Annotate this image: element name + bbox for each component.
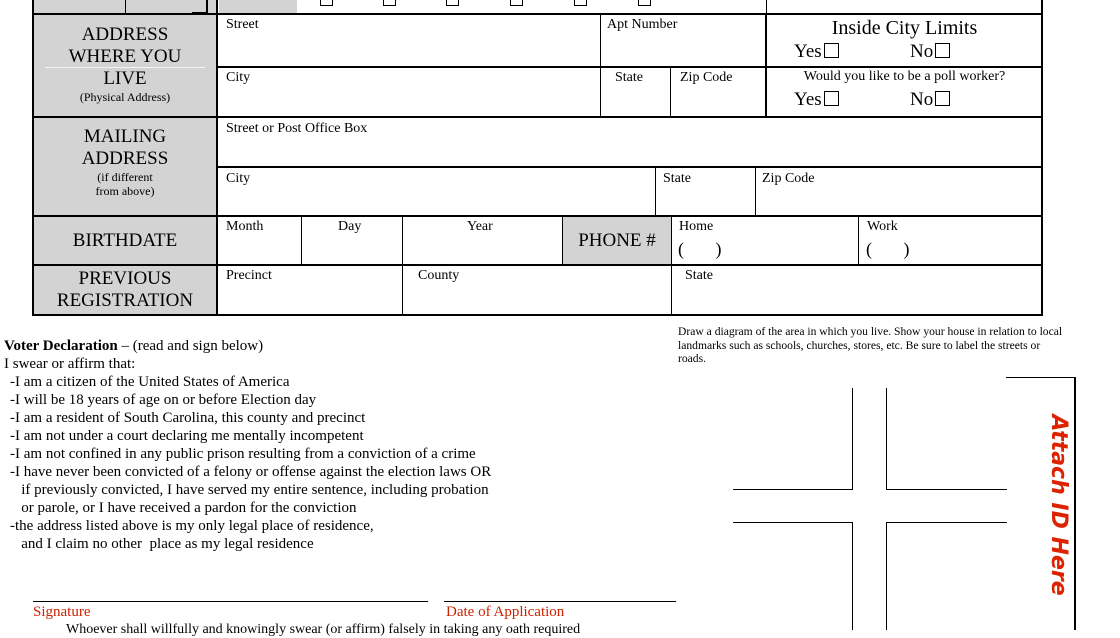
road-line (886, 522, 1007, 523)
grid-line-v (858, 216, 859, 264)
top-checkbox-4[interactable] (510, 0, 523, 6)
grid-line (217, 66, 1042, 68)
signature-label: Signature (33, 604, 91, 620)
declaration-line: -I am not under a court declaring me mentally incompetent (10, 428, 364, 444)
previous-label: PREVIOUS REGISTRATION (56, 268, 194, 311)
top-row-tick-icon (192, 0, 208, 14)
road-line (886, 522, 887, 630)
date-label: Date of Application (446, 604, 565, 620)
diagram-frame-top (1006, 377, 1075, 378)
mailing-state-field[interactable]: State (663, 171, 691, 186)
top-checkbox-1[interactable] (320, 0, 333, 6)
grid-line-v (402, 216, 403, 314)
grid-line-v (655, 167, 656, 215)
previous-state-field[interactable]: State (685, 268, 713, 283)
declaration-line: or parole, or I have received a pardon for the conviction (10, 500, 357, 516)
street-field[interactable]: Street (226, 17, 259, 32)
previous-precinct-field[interactable]: Precinct (226, 268, 272, 283)
declaration-line: -I will be 18 years of age on or before Election day (10, 392, 317, 408)
checkbox-icon[interactable] (824, 91, 839, 106)
checkbox-icon[interactable] (824, 43, 839, 58)
mailing-city-field[interactable]: City (226, 171, 251, 186)
top-checkbox-6[interactable] (638, 0, 651, 6)
declaration-line: and I claim no other place as my legal residence (10, 536, 314, 552)
state-field[interactable]: State (615, 70, 643, 85)
declaration-title: Voter Declaration – (read and sign below) (4, 338, 264, 354)
grid-line (33, 314, 1042, 316)
top-row-gray-cell-2 (219, 0, 297, 14)
top-row-right-divider (766, 0, 767, 14)
home-phone-label: Home (679, 219, 714, 234)
checkbox-icon[interactable] (935, 91, 950, 106)
home-phone-field[interactable]: ( ) (678, 239, 722, 259)
road-line (852, 522, 853, 630)
birth-year-field[interactable]: Year (467, 219, 493, 234)
city-field[interactable]: City (226, 70, 251, 85)
grid-border-right (1041, 0, 1043, 316)
zip-field[interactable]: Zip Code (680, 70, 733, 85)
mailing-label: MAILING ADDRESS (if different from above) (81, 126, 169, 198)
checkbox-icon[interactable] (935, 43, 950, 58)
road-line (886, 388, 887, 489)
attach-id-label: Attach ID Here (1046, 414, 1071, 596)
signature-line[interactable] (33, 601, 428, 602)
declaration-line: -the address listed above is my only legal place of residence, (10, 518, 374, 534)
grid-line-v (670, 67, 671, 116)
poll-worker-yes[interactable]: Yes (794, 89, 839, 111)
birthdate-label: BIRTHDATE (72, 230, 178, 251)
top-checkbox-2[interactable] (383, 0, 396, 6)
road-line (886, 489, 1007, 490)
grid-line (33, 13, 1042, 15)
poll-worker-question: Would you like to be a poll worker? (803, 69, 1006, 84)
grid-line (33, 116, 1042, 118)
diagram-frame-right (1074, 377, 1076, 630)
work-phone-field[interactable]: ( ) (866, 239, 910, 259)
top-checkbox-5[interactable] (574, 0, 587, 6)
city-limits-yes[interactable]: Yes (794, 41, 839, 63)
grid-line-v (671, 216, 672, 314)
top-row-divider (125, 0, 126, 14)
city-limits-no[interactable]: No (910, 41, 950, 63)
previous-county-field[interactable]: County (418, 268, 460, 283)
footer-partial-text: Whoever shall willfully and knowingly swear (or affirm) falsely in taking any oath required (66, 622, 581, 637)
diagram-instructions: Draw a diagram of the area in which you live. Show your house in relation to local landmarks such as schools, churches, stores, etc. Be sure to label the streets or roads. (678, 325, 1063, 365)
phone-label: PHONE # (578, 230, 656, 251)
declaration-line: -I have never been convicted of a felony or offense against the election laws OR (10, 464, 492, 480)
birth-day-field[interactable]: Day (338, 219, 362, 234)
grid-line-v (301, 216, 302, 264)
birth-month-field[interactable]: Month (226, 219, 264, 234)
mailing-zip-field[interactable]: Zip Code (762, 171, 815, 186)
declaration-intro: I swear or affirm that: (4, 356, 136, 372)
grid-line (33, 215, 1042, 217)
date-line[interactable] (444, 601, 676, 602)
address-label: ADDRESS WHERE YOU LIVE (Physical Address) (68, 24, 182, 104)
grid-line-v (755, 167, 756, 215)
mailing-street-field[interactable]: Street or Post Office Box (226, 121, 368, 136)
road-line (852, 388, 853, 489)
grid-line (217, 166, 1042, 168)
city-limits-title: Inside City Limits (831, 17, 978, 39)
top-checkbox-3[interactable] (446, 0, 459, 6)
declaration-line: -I am a citizen of the United States of America (10, 374, 290, 390)
work-phone-label: Work (867, 219, 898, 234)
declaration-line: -I am a resident of South Carolina, this county and precinct (10, 410, 366, 426)
declaration-line: -I am not confined in any public prison resulting from a conviction of a crime (10, 446, 476, 462)
grid-line (33, 264, 1042, 266)
apt-number-field[interactable]: Apt Number (607, 17, 678, 32)
grid-line-v (600, 14, 601, 116)
declaration-line: if previously convicted, I have served my entire sentence, including probation (10, 482, 489, 498)
road-line (733, 522, 853, 523)
road-line (733, 489, 853, 490)
poll-worker-no[interactable]: No (910, 89, 950, 111)
